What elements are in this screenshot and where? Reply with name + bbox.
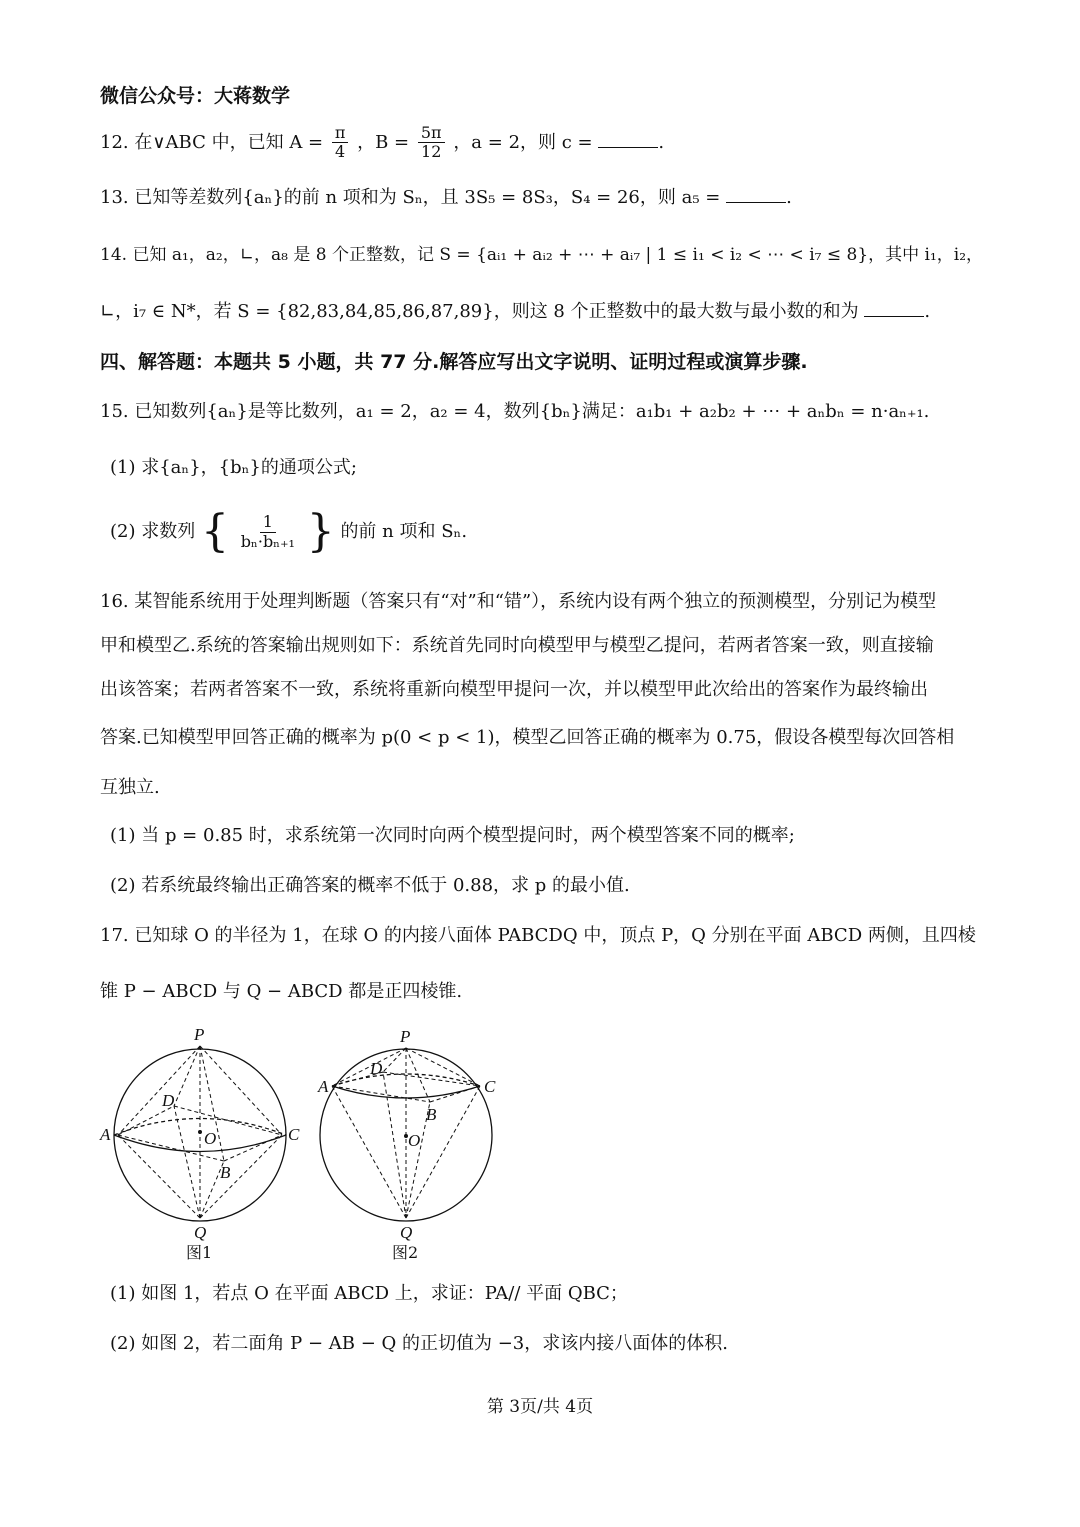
question-14-line1: 14. 已知 a₁，a₂，∟，a₈ 是 8 个正整数，记 S = {aᵢ₁ + aᵢ₂ + ⋯ + aᵢ₇ | 1 ≤ i₁ < i₂ < ⋯ < i₇ ≤ 8}，其中 i₁，i₂， (100, 245, 984, 265)
q12-a-label: A = (289, 131, 324, 153)
q13-text: 13. 已知等差数列{aₙ}的前 n 项和为 Sₙ，且 3S₅ = 8S₃，S₄ = 26，则 a₅ = (100, 187, 721, 208)
question-17-part2: (2) 如图 2，若二面角 P − AB − Q 的正切值为 −3，求该内接八面体的体积. (110, 1333, 728, 1354)
q12-answer-blank (598, 133, 658, 148)
q14-line2-text: ∟，i₇ ∈ N*，若 S = {82,83,84,85,86,87,89}，则这 8 个正整数中的最大数与最小数的和为 (100, 301, 859, 322)
fig1-label-A: A (100, 1125, 111, 1144)
fig1-label-Q: Q (194, 1223, 207, 1242)
section-4-title: 四、解答题：本题共 5 小题，共 77 分.解答应写出文字说明、证明过程或演算步骤. (100, 351, 808, 373)
question-17-line1: 17. 已知球 O 的半径为 1，在球 O 的内接八面体 PABCDQ 中，顶点 P，Q 分别在平面 ABCD 两侧，且四棱 (100, 925, 976, 946)
q12-end: . (658, 131, 665, 153)
question-17-part1: (1) 如图 1，若点 O 在平面 ABCD 上，求证：PA// 平面 QBC； (110, 1283, 628, 1304)
page-header-title: 微信公众号：大蒋数学 (100, 85, 291, 107)
q15-frac-den: bₙ·bₙ₊₁ (240, 531, 295, 551)
question-16-line3: 出该答案；若两者答案不一致，系统将重新向模型甲提问一次，并以模型甲此次给出的答案作为最终输出 (100, 679, 928, 700)
q12-b-num: 5π (418, 124, 445, 143)
fig1-caption: 图1 (186, 1243, 213, 1262)
question-15-part2 (110, 506, 468, 557)
q15-frac-num: 1 (260, 513, 276, 532)
question-16-part1: (1) 当 p = 0.85 时，求系统第一次同时向两个模型提问时，两个模型答案不同的概率; (110, 825, 795, 846)
fig1-label-C: C (288, 1125, 300, 1144)
q12-a-fraction (332, 124, 349, 162)
fig1-label-D: D (162, 1091, 175, 1110)
left-brace: { (200, 506, 229, 557)
fig2-label-Q: Q (400, 1223, 413, 1242)
q12-a-num: π (332, 124, 349, 143)
right-brace: } (306, 506, 335, 557)
q15-p2-prefix: (2) 求数列 (110, 521, 196, 542)
question-16-part2: (2) 若系统最终输出正确答案的概率不低于 0.88，求 p 的最小值. (110, 875, 630, 896)
fig2-label-A: A (318, 1077, 329, 1096)
q12-b-fraction (418, 124, 445, 162)
octahedron-figures (96, 1018, 516, 1268)
fig1-label-P: P (194, 1025, 205, 1044)
fig2-edges (332, 1048, 480, 1218)
question-15-part1: (1) 求{aₙ}，{bₙ}的通项公式; (110, 457, 357, 478)
fig1-label-O: O (204, 1129, 217, 1148)
q12-postfix: ，a = 2，则 c = (453, 131, 593, 153)
fig1-label-B: B (220, 1163, 231, 1182)
fig2-caption: 图2 (392, 1243, 419, 1262)
question-15-stem: 15. 已知数列{aₙ}是等比数列，a₁ = 2，a₂ = 4，数列{bₙ}满足：a₁b₁ + a₂b₂ + ⋯ + aₙbₙ = n·aₙ₊₁. (100, 401, 930, 422)
question-12 (100, 124, 664, 162)
fig2-label-P: P (400, 1027, 411, 1046)
q12-b-den: 12 (421, 142, 442, 162)
question-14-line2 (100, 300, 930, 323)
question-13 (100, 186, 792, 209)
q15-fraction (238, 513, 298, 551)
page-footer: 第 3页/共 4页 (486, 1397, 594, 1417)
fig2-label-O: O (408, 1131, 421, 1150)
question-16-line5: 互独立. (100, 777, 160, 798)
fig2-label-D: D (370, 1059, 383, 1078)
question-16-line2: 甲和模型乙.系统的答案输出规则如下：系统首先同时向模型甲与模型乙提问，若两者答案一致，则直接输 (100, 635, 934, 656)
q13-end: . (786, 187, 792, 208)
fig1-center-dot (198, 1130, 202, 1134)
q12-prefix: 12. 在∨ABC 中，已知 (100, 131, 284, 153)
q12-a-den: 4 (335, 142, 346, 162)
fig2-label-B: B (426, 1105, 437, 1124)
question-17-line2: 锥 P − ABCD 与 Q − ABCD 都是正四棱锥. (100, 981, 463, 1002)
q12-b-label: ，B = (357, 131, 410, 153)
q14-end: . (924, 301, 931, 322)
fig2-label-C: C (484, 1077, 496, 1096)
q13-answer-blank (726, 188, 786, 203)
question-16-line4: 答案.已知模型甲回答正确的概率为 p(0 < p < 1)，模型乙回答正确的概率为 0.75，假设各模型每次回答相 (100, 727, 955, 748)
q15-p2-postfix: 的前 n 项和 Sₙ. (340, 521, 468, 542)
q14-answer-blank (864, 302, 924, 317)
question-16-line1: 16. 某智能系统用于处理判断题（答案只有“对”和“错”），系统内设有两个独立的预测模型，分别记为模型 (100, 591, 937, 612)
